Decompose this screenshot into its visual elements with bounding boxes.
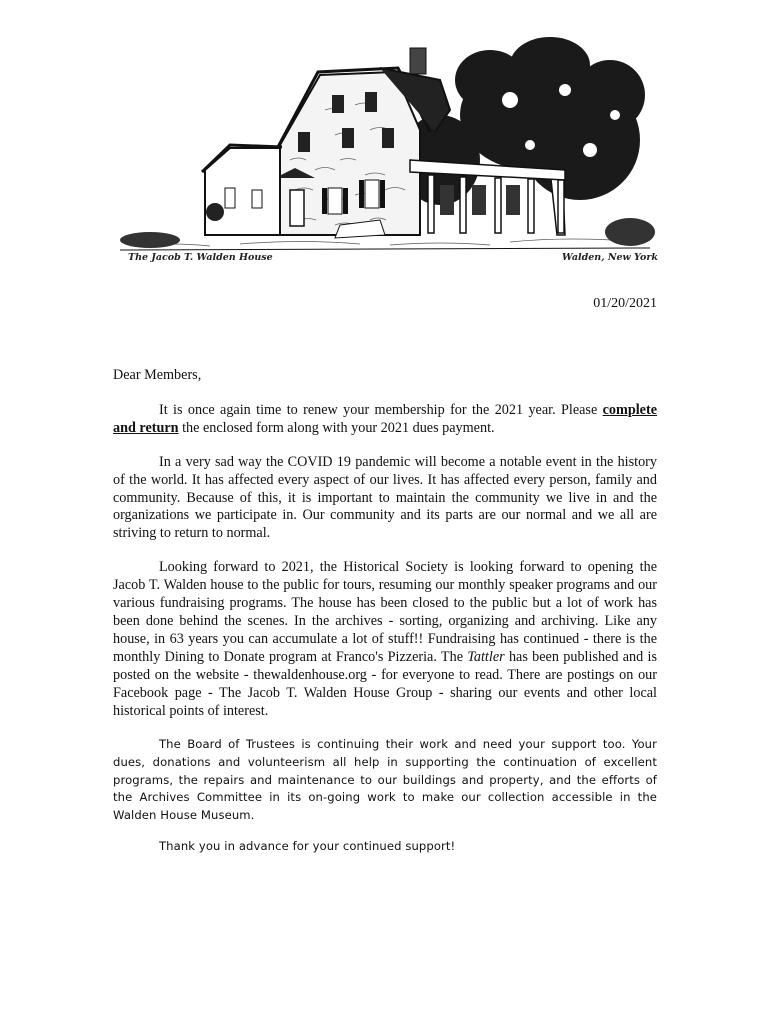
complete-and-return-emphasis: complete and return: [113, 401, 657, 436]
letterhead-illustration: [110, 20, 660, 275]
paragraph-covid: In a very sad way the COVID 19 pandemic will become a notable event in the history of the world. It has affected every aspect of our lives. It has affected every person, family and community. Because of this, it is important to maintain the community we live in and the organizations we participate in. Our community and its parts are our normal and we all are striving to return to normal.: [113, 453, 657, 542]
paragraph-looking-forward-end: has been published and is posted on the website - thewaldenhouse.org - for everyone to read. There are postings on our Facebook page - The Jacob T. Walden House Group - sharing our events and other local historical points of interest.: [113, 648, 657, 719]
tattler-title: Tattler: [467, 648, 505, 665]
walden-house-drawing: [110, 20, 660, 275]
letterhead-caption-right: Walden, New York: [562, 252, 658, 263]
salutation: Dear Members,: [113, 367, 202, 383]
paragraph-looking-forward: [113, 559, 657, 720]
paragraph-thank-you: Thank you in advance for your continued support!: [159, 839, 456, 854]
letterhead-caption-left: The Jacob T. Walden House: [128, 252, 273, 263]
paragraph-board-of-trustees: The Board of Trustees is continuing their work and need your support too. Your dues, donations and volunteerism all help in supporting the continuation of excellent programs, the repairs and maintenance to our buildings and property, and the efforts of the Archives Committee in its on-going work to make our collection accessible in the Walden House Museum.: [113, 737, 657, 822]
letter-body: [113, 367, 657, 870]
paragraph-renewal-start: It is once again time to renew your membership for the 2021 year. Please: [159, 401, 603, 418]
paragraph-renewal: [113, 402, 657, 438]
paragraph-renewal-end: the enclosed form along with your 2021 dues payment.: [178, 419, 495, 436]
paragraph-looking-forward-start: Looking forward to 2021, the Historical Society is looking forward to opening the Jacob T. Walden house to the public for tours, resuming our monthly speaker programs and our various fundraising programs. The house has been closed to the public but a lot of work has been done behind the scenes. In the archives - sorting, organizing and archiving. Like any house, in 63 years you can accumulate a lot of stuff!! Fundraising has continued - there is the monthly Dining to Donate program at Franco's Pizzeria. The: [113, 559, 657, 665]
letter-date: 01/20/2021: [593, 296, 657, 311]
